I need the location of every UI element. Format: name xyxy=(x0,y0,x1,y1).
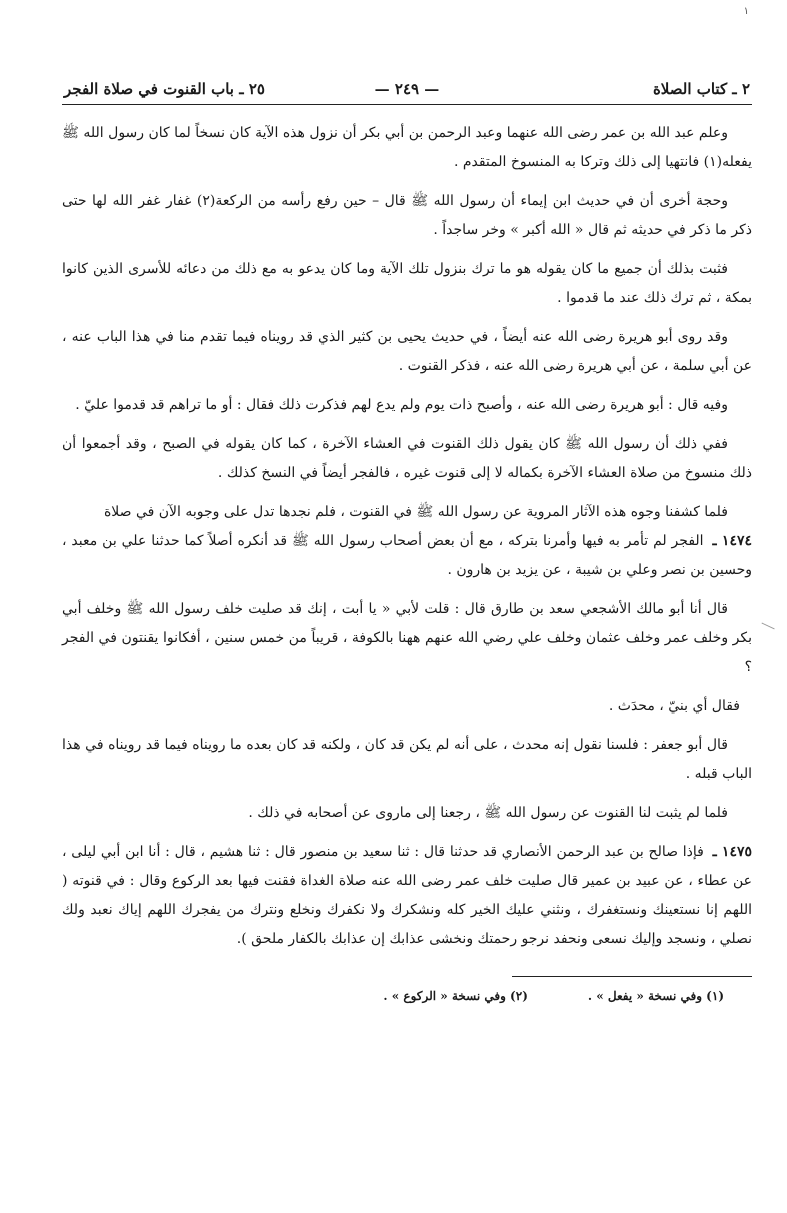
numbered-hadith xyxy=(62,838,752,954)
paragraph: قال أبو جعفر : فلسنا نقول إنه محدث ، على أنه لم يكن قد كان ، ولكنه قد كان بعده ما رويناه فيما قد رويناه في هذا الباب قبله . xyxy=(62,737,752,782)
header-book-title: ٢ ـ كتاب الصلاة xyxy=(652,80,750,98)
paragraph: قال أنا أبو مالك الأشجعي سعد بن طارق قال : قلت لأبي « يا أبت ، إنك قد صليت خلف رسول الله ﷺ وخلف أبي بكر وخلف عمر وخلف عثمان وخلف علي رضي الله عنهم ههنا بالكوفة ، قريباً من خمس سنين ، أفكانوا يقنتون في الفجر ؟ xyxy=(62,601,752,675)
header-chapter-title: ٢٥ ـ باب القنوت في صلاة الفجر xyxy=(64,80,265,98)
paragraph: فلما لم يثبت لنا القنوت عن رسول الله ﷺ ، رجعنا إلى ماروى عن أصحابه في ذلك . xyxy=(248,805,728,821)
paragraph: وقد روى أبو هريرة رضى الله عنه أيضاً ، في حديث يحيى بن كثير الذي قد رويناه فيما تقدم منا في هذا الباب عنه ، عن أبي سلمة ، عن أبي هريرة رضى الله عنه ، فذكر القنوت . xyxy=(62,329,752,374)
paragraph: فلما كشفنا وجوه هذه الآثار المروية عن رسول الله ﷺ في القنوت ، فلم نجدها تدل على وجوبه الآن في صلاة xyxy=(103,504,728,520)
hadith-text: فإذا صالح بن عبد الرحمن الأنصاري قد حدثنا قال : ثنا سعيد بن منصور قال : ثنا هشيم ، قال : أنا ابن أبي ليلى ، عن عطاء ، عن عبيد بن عمير قال صليت خلف عمر رضى الله عنه صلاة الغداة فقنت فيها بعد الركوع وقال : في قنوته ( اللهم إنا نستعينك ونستغفرك ، ونثني عليك الخير كله ونشكرك ولا نكفرك ونخلع ونترك من يفجرك اللهم إياك نعبد ولك نصلي ، ونسجد وإليك نسعى ونحفد نرجو رحمتك ونخشى عذابك إن عذابك بالكفار ملحق ). xyxy=(62,844,752,947)
footnotes xyxy=(62,989,752,1003)
running-header xyxy=(62,70,752,105)
footnote-1: (١) وفي نسخة « يفعل » . xyxy=(587,989,724,1003)
footnote-divider xyxy=(512,976,752,977)
hadith-number: ١٤٧٥ ـ xyxy=(712,844,752,860)
paragraph: وفيه قال : أبو هريرة رضى الله عنه ، وأصبح ذات يوم ولم يدع لهم فذكرت ذلك فقال : أو ما تراهم قد قدموا عليّ . xyxy=(75,397,728,413)
paragraph: فثبت بذلك أن جميع ما كان يقوله هو ما ترك بنزول تلك الآية وما كان يدعو به مع ذلك من دعائه للأسرى الذين كانوا بمكة ، ثم ترك ذلك عند ما قدموا . xyxy=(62,261,752,306)
numbered-hadith xyxy=(62,527,752,585)
corner-mark: ١ xyxy=(743,6,749,17)
paragraph: فقال أي بنيّ ، محدَث . xyxy=(608,698,740,714)
paragraph: وعلم عبد الله بن عمر رضى الله عنهما وعبد الرحمن بن أبي بكر أن نزول هذه الآية كان نسخاً لما كان رسول الله ﷺ يفعله(١) فانتهيا إلى ذلك وتركا به المنسوخ المتقدم . xyxy=(62,125,752,170)
margin-pen-mark xyxy=(757,623,774,639)
page xyxy=(62,70,752,1003)
hadith-text: الفجر لم تأمر به فيها وأمرنا بتركه ، مع أن بعض أصحاب رسول الله ﷺ قد أنكره أصلاً كما حدثنا علي بن معبد ، وحسين بن نصر وعلي بن شيبة ، عن يزيد بن هارون . xyxy=(62,533,752,578)
footnote-2: (٢) وفي نسخة « الركوع » . xyxy=(383,989,528,1003)
page-number: — ٢٤٩ — xyxy=(374,80,440,98)
paragraph: وحجة أخرى أن في حديث ابن إيماء أن رسول الله ﷺ قال – حين رفع رأسه من الركعة(٢) غفار غفر الله لها حتى ذكر ما ذكر في حديثه ثم قال « الله أكبر » وخر ساجداً . xyxy=(62,193,752,238)
hadith-number: ١٤٧٤ ـ xyxy=(712,533,752,549)
paragraph: ففي ذلك أن رسول الله ﷺ كان يقول ذلك القنوت في العشاء الآخرة ، كما كان يقوله في الصبح ، وقد أجمعوا أن ذلك منسوخ من صلاة العشاء الآخرة بكماله لا إلى قنوت غيره ، فالفجر أيضاً في النسخ كذلك . xyxy=(62,436,752,481)
page-body xyxy=(62,119,752,954)
